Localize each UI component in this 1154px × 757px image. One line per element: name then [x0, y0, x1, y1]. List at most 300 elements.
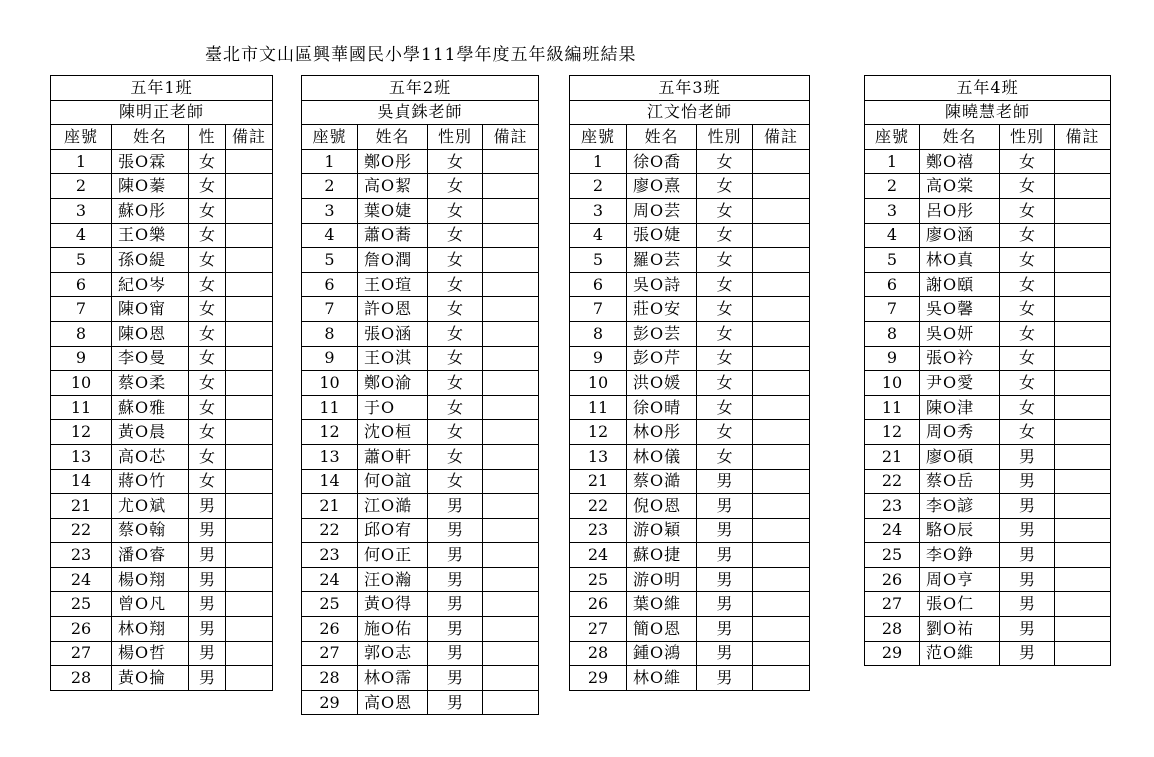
student-gender: 男 — [1000, 567, 1055, 592]
student-name: 高O棠 — [920, 174, 1000, 199]
student-gender: 女 — [428, 149, 483, 174]
student-name: 何O正 — [358, 543, 428, 568]
student-gender: 男 — [189, 543, 226, 568]
seat-number: 8 — [570, 321, 627, 346]
student-row — [302, 543, 539, 568]
student-row — [570, 321, 810, 346]
header-name: 姓名 — [112, 125, 189, 150]
remarks-cell — [1055, 543, 1111, 568]
remarks-cell — [226, 395, 273, 420]
seat-number: 10 — [865, 371, 920, 396]
student-gender: 男 — [697, 567, 753, 592]
seat-number: 2 — [570, 174, 627, 199]
student-row — [51, 592, 273, 617]
student-gender: 女 — [697, 248, 753, 273]
student-row — [865, 272, 1111, 297]
remarks-cell — [1055, 444, 1111, 469]
student-gender: 女 — [697, 444, 753, 469]
seat-number: 5 — [51, 248, 112, 273]
seat-number: 11 — [302, 395, 358, 420]
teacher-row — [570, 100, 810, 125]
seat-number: 2 — [51, 174, 112, 199]
remarks-cell — [753, 543, 810, 568]
seat-number: 7 — [570, 297, 627, 322]
student-name: 蔡O翰 — [112, 518, 189, 543]
remarks-cell — [1055, 469, 1111, 494]
student-name: 孫O緹 — [112, 248, 189, 273]
seat-number: 21 — [51, 494, 112, 519]
student-row — [51, 641, 273, 666]
header-name: 姓名 — [358, 125, 428, 150]
student-name: 張O婕 — [627, 223, 697, 248]
student-row — [51, 444, 273, 469]
student-row — [302, 617, 539, 642]
remarks-cell — [226, 420, 273, 445]
seat-number: 29 — [570, 666, 627, 691]
student-name: 吳O詩 — [627, 272, 697, 297]
seat-number: 27 — [570, 617, 627, 642]
student-gender: 男 — [189, 518, 226, 543]
remarks-cell — [226, 174, 273, 199]
student-name: 邱O宥 — [358, 518, 428, 543]
student-gender: 男 — [428, 567, 483, 592]
student-gender: 女 — [428, 321, 483, 346]
student-name: 于O — [358, 395, 428, 420]
remarks-cell — [1055, 174, 1111, 199]
seat-number: 22 — [865, 469, 920, 494]
student-row — [865, 617, 1111, 642]
student-gender: 男 — [697, 494, 753, 519]
student-gender: 男 — [189, 641, 226, 666]
student-gender: 男 — [697, 666, 753, 691]
student-name: 曾O凡 — [112, 592, 189, 617]
remarks-cell — [483, 174, 539, 199]
seat-number: 10 — [570, 371, 627, 396]
teacher-name: 江文怡老師 — [570, 100, 810, 125]
student-name: 尹O愛 — [920, 371, 1000, 396]
student-row — [302, 346, 539, 371]
seat-number: 23 — [302, 543, 358, 568]
remarks-cell — [753, 641, 810, 666]
student-name: 羅O芸 — [627, 248, 697, 273]
seat-number: 23 — [570, 518, 627, 543]
student-row — [570, 469, 810, 494]
student-name: 蕭O蕎 — [358, 223, 428, 248]
student-gender: 男 — [189, 666, 226, 691]
student-name: 高O芯 — [112, 444, 189, 469]
seat-number: 11 — [51, 395, 112, 420]
remarks-cell — [226, 149, 273, 174]
seat-number: 25 — [51, 592, 112, 617]
student-row — [570, 272, 810, 297]
student-row — [51, 420, 273, 445]
student-name: 彭O芹 — [627, 346, 697, 371]
teacher-row — [51, 100, 273, 125]
seat-number: 27 — [302, 641, 358, 666]
seat-number: 9 — [51, 346, 112, 371]
student-name: 詹O潤 — [358, 248, 428, 273]
student-row — [302, 395, 539, 420]
seat-number: 3 — [302, 198, 358, 223]
student-row — [570, 346, 810, 371]
student-row — [865, 198, 1111, 223]
student-row — [302, 494, 539, 519]
student-gender: 女 — [428, 248, 483, 273]
remarks-cell — [753, 666, 810, 691]
student-row — [302, 444, 539, 469]
seat-number: 14 — [51, 469, 112, 494]
remarks-cell — [483, 223, 539, 248]
student-row — [302, 567, 539, 592]
seat-number: 26 — [302, 617, 358, 642]
seat-number: 13 — [51, 444, 112, 469]
student-row — [865, 543, 1111, 568]
student-row — [570, 198, 810, 223]
seat-number: 24 — [865, 518, 920, 543]
student-name: 周O秀 — [920, 420, 1000, 445]
student-gender: 男 — [428, 666, 483, 691]
seat-number: 5 — [302, 248, 358, 273]
class-table-1 — [50, 75, 273, 691]
student-gender: 女 — [1000, 149, 1055, 174]
student-gender: 男 — [697, 617, 753, 642]
header-seat: 座號 — [865, 125, 920, 150]
page-title: 臺北市文山區興華國民小學111學年度五年級編班結果 — [205, 45, 637, 65]
student-row — [570, 248, 810, 273]
seat-number: 26 — [865, 567, 920, 592]
student-name: 張O霖 — [112, 149, 189, 174]
student-row — [302, 592, 539, 617]
seat-number: 3 — [51, 198, 112, 223]
student-gender: 女 — [189, 444, 226, 469]
seat-number: 26 — [570, 592, 627, 617]
seat-number: 12 — [865, 420, 920, 445]
student-row — [51, 272, 273, 297]
remarks-cell — [226, 567, 273, 592]
remarks-cell — [1055, 297, 1111, 322]
student-name: 游O穎 — [627, 518, 697, 543]
student-gender: 男 — [697, 592, 753, 617]
student-row — [51, 567, 273, 592]
seat-number: 9 — [570, 346, 627, 371]
seat-number: 4 — [865, 223, 920, 248]
teacher-name: 陳明正老師 — [51, 100, 273, 125]
seat-number: 10 — [302, 371, 358, 396]
remarks-cell — [1055, 395, 1111, 420]
student-gender: 女 — [189, 297, 226, 322]
student-name: 王O樂 — [112, 223, 189, 248]
student-name: 何O誼 — [358, 469, 428, 494]
class-table-3 — [569, 75, 810, 691]
seat-number: 23 — [865, 494, 920, 519]
student-name: 陳O蓁 — [112, 174, 189, 199]
student-row — [570, 494, 810, 519]
class-table-2 — [301, 75, 539, 715]
student-name: 高O恩 — [358, 690, 428, 715]
student-name: 蕭O軒 — [358, 444, 428, 469]
student-row — [865, 518, 1111, 543]
remarks-cell — [753, 149, 810, 174]
student-name: 周O亨 — [920, 567, 1000, 592]
student-name: 林O儀 — [627, 444, 697, 469]
seat-number: 21 — [302, 494, 358, 519]
student-gender: 男 — [428, 494, 483, 519]
student-row — [865, 223, 1111, 248]
student-gender: 女 — [189, 321, 226, 346]
student-name: 張O涵 — [358, 321, 428, 346]
student-name: 李O諺 — [920, 494, 1000, 519]
student-row — [865, 346, 1111, 371]
student-name: 謝O頤 — [920, 272, 1000, 297]
seat-number: 12 — [302, 420, 358, 445]
seat-number: 10 — [51, 371, 112, 396]
student-gender: 女 — [428, 297, 483, 322]
remarks-cell — [483, 420, 539, 445]
remarks-cell — [483, 248, 539, 273]
class-name-row — [570, 76, 810, 101]
student-name: 許O恩 — [358, 297, 428, 322]
seat-number: 13 — [570, 444, 627, 469]
column-header-row — [865, 125, 1111, 150]
student-gender: 男 — [189, 617, 226, 642]
student-gender: 女 — [428, 198, 483, 223]
student-gender: 男 — [1000, 617, 1055, 642]
student-name: 葉O維 — [627, 592, 697, 617]
seat-number: 1 — [302, 149, 358, 174]
student-row — [51, 248, 273, 273]
seat-number: 23 — [51, 543, 112, 568]
seat-number: 24 — [302, 567, 358, 592]
seat-number: 22 — [302, 518, 358, 543]
seat-number: 24 — [51, 567, 112, 592]
student-gender: 女 — [189, 198, 226, 223]
student-row — [865, 371, 1111, 396]
seat-number: 14 — [302, 469, 358, 494]
student-gender: 女 — [697, 272, 753, 297]
class-name: 五年4班 — [865, 76, 1111, 101]
remarks-cell — [753, 198, 810, 223]
student-row — [302, 297, 539, 322]
student-gender: 男 — [697, 518, 753, 543]
remarks-cell — [226, 543, 273, 568]
remarks-cell — [753, 223, 810, 248]
remarks-cell — [226, 666, 273, 691]
student-name: 范O維 — [920, 641, 1000, 666]
student-row — [865, 567, 1111, 592]
student-row — [570, 641, 810, 666]
student-row — [51, 494, 273, 519]
student-gender: 女 — [697, 149, 753, 174]
teacher-row — [302, 100, 539, 125]
remarks-cell — [753, 469, 810, 494]
remarks-cell — [1055, 641, 1111, 666]
seat-number: 6 — [51, 272, 112, 297]
student-row — [302, 518, 539, 543]
student-gender: 男 — [428, 518, 483, 543]
student-row — [302, 272, 539, 297]
student-gender: 女 — [1000, 198, 1055, 223]
student-gender: 女 — [428, 444, 483, 469]
student-row — [570, 395, 810, 420]
student-row — [865, 494, 1111, 519]
remarks-cell — [753, 444, 810, 469]
remarks-cell — [1055, 321, 1111, 346]
student-name: 呂O彤 — [920, 198, 1000, 223]
remarks-cell — [753, 272, 810, 297]
teacher-row — [865, 100, 1111, 125]
seat-number: 11 — [570, 395, 627, 420]
student-gender: 女 — [697, 321, 753, 346]
student-gender: 男 — [1000, 592, 1055, 617]
seat-number: 4 — [51, 223, 112, 248]
student-gender: 女 — [189, 420, 226, 445]
seat-number: 13 — [302, 444, 358, 469]
student-name: 倪O恩 — [627, 494, 697, 519]
remarks-cell — [226, 641, 273, 666]
student-gender: 女 — [697, 223, 753, 248]
remarks-cell — [226, 272, 273, 297]
seat-number: 11 — [865, 395, 920, 420]
remarks-cell — [1055, 420, 1111, 445]
seat-number: 2 — [302, 174, 358, 199]
student-name: 廖O涵 — [920, 223, 1000, 248]
student-gender: 男 — [1000, 494, 1055, 519]
seat-number: 26 — [51, 617, 112, 642]
seat-number: 22 — [570, 494, 627, 519]
student-gender: 男 — [428, 543, 483, 568]
student-row — [51, 617, 273, 642]
student-gender: 女 — [1000, 272, 1055, 297]
student-name: 蘇O彤 — [112, 198, 189, 223]
student-name: 蔣O竹 — [112, 469, 189, 494]
student-row — [865, 444, 1111, 469]
student-name: 吳O馨 — [920, 297, 1000, 322]
student-name: 尤O斌 — [112, 494, 189, 519]
student-gender: 女 — [1000, 371, 1055, 396]
student-name: 洪O媛 — [627, 371, 697, 396]
student-gender: 女 — [697, 420, 753, 445]
student-row — [51, 346, 273, 371]
student-name: 鄭O彤 — [358, 149, 428, 174]
remarks-cell — [226, 346, 273, 371]
remarks-cell — [1055, 248, 1111, 273]
remarks-cell — [483, 395, 539, 420]
student-gender: 女 — [189, 395, 226, 420]
seat-number: 27 — [865, 592, 920, 617]
student-name: 廖O熹 — [627, 174, 697, 199]
student-row — [302, 149, 539, 174]
seat-number: 7 — [865, 297, 920, 322]
student-row — [865, 248, 1111, 273]
seat-number: 22 — [51, 518, 112, 543]
student-name: 蔡O澔 — [627, 469, 697, 494]
student-name: 林O維 — [627, 666, 697, 691]
student-row — [302, 641, 539, 666]
student-gender: 女 — [697, 198, 753, 223]
remarks-cell — [753, 617, 810, 642]
remarks-cell — [753, 371, 810, 396]
student-name: 鄭O渝 — [358, 371, 428, 396]
student-row — [51, 395, 273, 420]
student-name: 陳O恩 — [112, 321, 189, 346]
student-name: 鍾O鴻 — [627, 641, 697, 666]
student-gender: 男 — [1000, 518, 1055, 543]
student-row — [865, 297, 1111, 322]
remarks-cell — [1055, 567, 1111, 592]
remarks-cell — [226, 297, 273, 322]
seat-number: 6 — [570, 272, 627, 297]
student-row — [302, 469, 539, 494]
header-remarks: 備註 — [483, 125, 539, 150]
student-row — [570, 223, 810, 248]
student-row — [570, 371, 810, 396]
header-seat: 座號 — [51, 125, 112, 150]
student-gender: 男 — [189, 592, 226, 617]
student-name: 徐O晴 — [627, 395, 697, 420]
student-name: 鄭O禧 — [920, 149, 1000, 174]
seat-number: 5 — [865, 248, 920, 273]
student-name: 黃O得 — [358, 592, 428, 617]
remarks-cell — [483, 494, 539, 519]
student-gender: 女 — [189, 346, 226, 371]
seat-number: 7 — [51, 297, 112, 322]
student-name: 沈O桓 — [358, 420, 428, 445]
seat-number: 2 — [865, 174, 920, 199]
student-gender: 男 — [1000, 444, 1055, 469]
student-name: 林O翔 — [112, 617, 189, 642]
student-row — [865, 174, 1111, 199]
student-gender: 女 — [189, 272, 226, 297]
student-name: 廖O碩 — [920, 444, 1000, 469]
seat-number: 28 — [51, 666, 112, 691]
seat-number: 12 — [51, 420, 112, 445]
student-name: 陳O甯 — [112, 297, 189, 322]
remarks-cell — [226, 617, 273, 642]
student-row — [570, 297, 810, 322]
remarks-cell — [226, 444, 273, 469]
seat-number: 27 — [51, 641, 112, 666]
column-header-row — [51, 125, 273, 150]
student-gender: 女 — [1000, 395, 1055, 420]
seat-number: 28 — [865, 617, 920, 642]
student-row — [570, 567, 810, 592]
seat-number: 6 — [302, 272, 358, 297]
student-name: 王O瑄 — [358, 272, 428, 297]
student-row — [302, 174, 539, 199]
student-gender: 女 — [1000, 248, 1055, 273]
student-name: 李O錚 — [920, 543, 1000, 568]
student-row — [51, 321, 273, 346]
header-gender: 性別 — [1000, 125, 1055, 150]
student-name: 游O明 — [627, 567, 697, 592]
student-row — [865, 395, 1111, 420]
remarks-cell — [483, 690, 539, 715]
remarks-cell — [1055, 518, 1111, 543]
student-row — [51, 518, 273, 543]
student-row — [51, 543, 273, 568]
student-row — [865, 592, 1111, 617]
remarks-cell — [483, 518, 539, 543]
student-name: 蔡O柔 — [112, 371, 189, 396]
teacher-name: 陳曉慧老師 — [865, 100, 1111, 125]
class-name-row — [865, 76, 1111, 101]
student-row — [302, 371, 539, 396]
student-gender: 男 — [1000, 641, 1055, 666]
remarks-cell — [753, 297, 810, 322]
student-name: 蘇O捷 — [627, 543, 697, 568]
student-gender: 女 — [697, 395, 753, 420]
student-name: 吳O妍 — [920, 321, 1000, 346]
